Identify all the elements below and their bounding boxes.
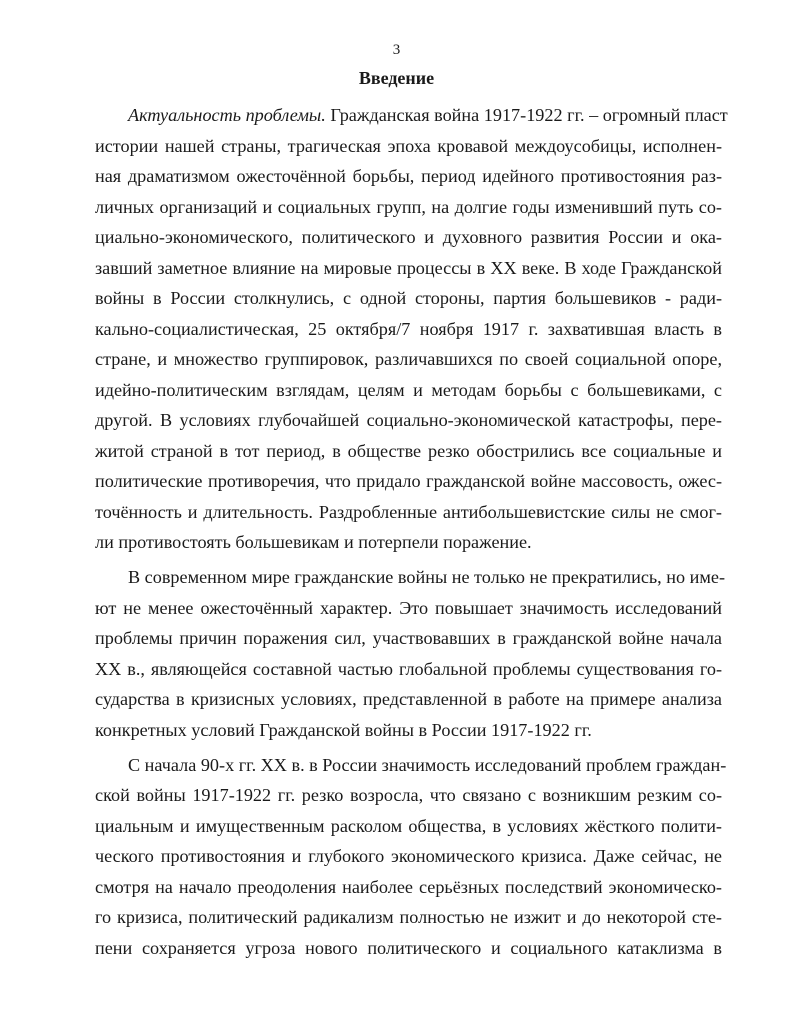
text-line: ли противостоять большевикам и потерпели поражение. — [95, 532, 532, 552]
text-line: ная драматизмом ожесточённой борьбы, период идейного противостояния раз- — [95, 166, 722, 186]
page-number: 3 — [392, 42, 401, 58]
text-line: другой. В условиях глубочайшей социально-экономической катастрофы, пере- — [95, 410, 722, 430]
text-line: циально-экономического, политического и духовного развития России и ока- — [95, 227, 722, 247]
text-line: точённость и длительность. Раздробленные антибольшевистские силы не смог- — [95, 501, 722, 522]
text-line: С начала 90-х гг. XX в. в России значимость исследований проблем граждан- — [128, 754, 727, 775]
text-line — [95, 100, 728, 131]
text-line: стране, и множество группировок, различавшихся по своей социальной опоре, — [95, 349, 722, 369]
text-line: сударства в кризисных условиях, представленной в работе на примере анализа — [95, 689, 722, 709]
text-line: пени сохраняется угроза нового политического и социального катаклизма в — [95, 937, 722, 958]
text-line: завший заметное влияние на мировые процессы в XX веке. В ходе Гражданской — [95, 257, 722, 278]
text-line: XX в., являющейся составной частью глобальной проблемы существования го- — [95, 658, 722, 679]
text-line: кально-социалистическая, 25 октября/7 ноября 1917 г. захватившая власть в — [95, 318, 722, 339]
text-line: В современном мире гражданские войны не только не прекратились, но име- — [128, 567, 726, 587]
italic-lead: Актуальность проблемы. — [128, 105, 326, 125]
text-line: циальным и имущественным расколом общества, в условиях жёсткого полити- — [95, 815, 722, 836]
text-line: смотря на начало преодоления наиболее серьёзных последствий экономическо- — [95, 876, 722, 897]
text-line: ют не менее ожесточённый характер. Это повышает значимость исследований — [95, 597, 722, 618]
text-line: истории нашей страны, трагическая эпоха кровавой междоусобицы, исполнен- — [95, 135, 722, 156]
text-line: го кризиса, политический радикализм полностью не изжит и до некоторой сте- — [95, 907, 722, 927]
text-line: личных организаций и социальных групп, на долгие годы изменивший путь со- — [95, 196, 722, 217]
page-title: Введение — [358, 68, 435, 88]
text-line: идейно-политическим взглядам, целям и методам борьбы с большевиками, с — [95, 379, 722, 400]
text-line: ской войны 1917-1922 гг. резко возросла, что связано с возникшим резким со- — [95, 785, 722, 805]
text-line: житой страной в тот период, в обществе резко обострились все социальные и — [95, 440, 722, 461]
text-line: проблемы причин поражения сил, участвовавших в гражданской войне начала — [95, 628, 722, 648]
text-line: конкретных условий Гражданской войны в России 1917-1922 гг. — [95, 719, 592, 740]
text-span: Гражданская война 1917-1922 гг. – огромный пласт — [325, 105, 728, 125]
body-text — [95, 100, 728, 963]
text-line: политические противоречия, что придало гражданской войне массовость, ожес- — [95, 471, 722, 491]
text-line: войны в России столкнулись, с одной стороны, партия большевиков - ради- — [95, 288, 722, 308]
text-line: ческого противостояния и глубокого экономического кризиса. Даже сейчас, не — [95, 846, 722, 866]
